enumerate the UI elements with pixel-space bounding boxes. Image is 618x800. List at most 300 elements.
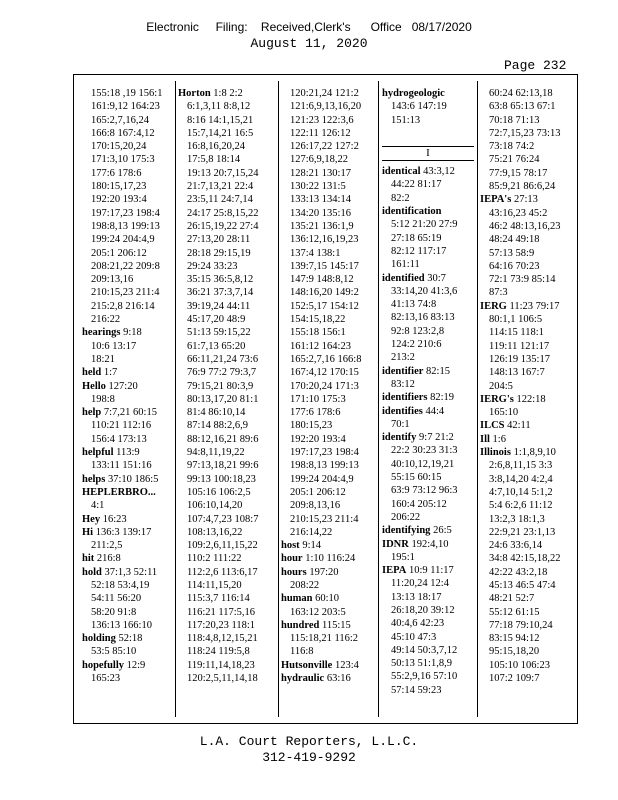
index-reference-line: 82:12 117:17: [391, 245, 447, 257]
index-reference-line: 216:22: [91, 314, 121, 326]
index-entry: [480, 446, 576, 459]
index-column-5: [480, 87, 576, 715]
index-reference-line: 136:12,16,19,23: [290, 234, 359, 246]
index-reference-line: 134:20 135:16: [290, 207, 351, 219]
index-entry: [82, 366, 170, 379]
index-reference-line: 80:13,17,20 81:1: [187, 393, 259, 405]
index-reference-line: 97:13,18,21 99:6: [187, 460, 259, 472]
index-reference-line: 210:15,23 211:4: [91, 287, 160, 299]
index-reference-line: 151:13: [391, 114, 421, 126]
index-term: held: [82, 367, 102, 379]
index-term: hydraulic: [281, 673, 325, 685]
index-reference-line: 54:11 56:20: [91, 593, 142, 605]
index-reference-line: 161:12 164:23: [290, 340, 351, 352]
index-reference-line: 94:8,11,19,22: [187, 447, 245, 459]
index-reference-line: 43:16,23 45:2: [489, 207, 548, 219]
index-column-1: [82, 87, 170, 715]
index-reference-line: 21:7,13,21 22:4: [187, 181, 254, 193]
index-reference-line: 127:6,9,18,22: [290, 154, 349, 166]
index-entry: [382, 205, 474, 218]
index-entry: [82, 566, 170, 579]
index-reference-line: 55:2,9,16 57:10: [391, 671, 458, 683]
index-term: identify: [382, 432, 417, 444]
index-reference: 16:23: [100, 513, 127, 525]
index-reference-line: 198:8: [91, 393, 115, 405]
index-reference-line: 116:8: [290, 646, 314, 658]
index-reference-line: 92:8 123:2,8: [391, 325, 445, 337]
index-reference-line: 165:23: [91, 673, 121, 685]
index-entry: [382, 524, 474, 537]
index-reference-line: 161:11: [391, 259, 420, 271]
index-entry: [480, 433, 576, 446]
index-reference-line: 57:13 58:9: [489, 247, 535, 259]
index-reference-line: 51:13 59:15,22: [187, 327, 251, 339]
index-reference: 9:18: [120, 327, 142, 339]
index-reference-line: 118:24 119:5,8: [187, 646, 250, 658]
index-reference-line: 85:9,21 86:6,24: [489, 181, 556, 193]
index-reference-line: 63:8 65:13 67:1: [489, 101, 556, 113]
index-reference-line: 121:6,9,13,16,20: [290, 101, 362, 113]
index-reference: 27:13: [511, 194, 538, 206]
index-reference-line: 106:10,14,20: [187, 500, 243, 512]
index-reference-line: 44:22 81:17: [391, 179, 442, 191]
index-reference-line: 208:21,22 209:8: [91, 260, 160, 272]
index-term: identification: [382, 206, 442, 218]
index-term: human: [281, 593, 313, 605]
index-term: Hey: [82, 513, 101, 525]
index-entry: [82, 406, 170, 419]
index-reference-line: 165:10: [489, 407, 519, 419]
index-reference-line: 110:2 111:22: [187, 553, 242, 565]
index-term: identifier: [382, 365, 424, 377]
index-reference-line: 160:4 205:12: [391, 498, 447, 510]
index-term: HEPLERBRO...: [82, 486, 156, 498]
index-term: Illinois: [480, 447, 511, 459]
index-entry: [382, 391, 474, 404]
index-term: hopefully: [82, 659, 125, 671]
index-reference-line: 117:20,23 118:1: [187, 619, 256, 631]
index-reference-line: 192:20 193:4: [91, 194, 147, 206]
index-reference-line: 166:8 167:4,12: [91, 127, 155, 139]
index-reference: 1:6: [489, 433, 506, 445]
index-reference: 127:20: [105, 380, 138, 392]
index-reference-line: 105:16 106:2,5: [187, 486, 251, 498]
index-reference-line: 4:1: [91, 500, 105, 512]
index-term: identifying: [382, 525, 431, 537]
index-reference: 10:9 11:17: [406, 565, 454, 577]
index-reference-line: 28:18 29:15,19: [187, 247, 251, 259]
index-reference: 113:9: [113, 447, 140, 459]
index-reference-line: 124:2 210:6: [391, 339, 442, 351]
index-reference-line: 177:6 178:6: [290, 407, 341, 419]
index-reference: 7:7,21 60:15: [101, 407, 157, 419]
index-reference-line: 114:11,15,20: [187, 579, 242, 591]
index-reference: 136:3 139:17: [93, 526, 152, 538]
index-reference-line: 24:17 25:8,15,22: [187, 207, 259, 219]
index-reference-line: 6:1,3,11 8:8,12: [187, 101, 251, 113]
index-entry: [82, 552, 170, 565]
index-reference-line: 216:14,22: [290, 526, 333, 538]
index-reference-line: 18:21: [91, 353, 115, 365]
index-column-4: [382, 87, 474, 715]
index-reference-line: 147:9 148:8,12: [290, 274, 354, 286]
index-reference-line: 205:1 206:12: [290, 486, 346, 498]
index-reference-line: 197:17,23 198:4: [91, 207, 160, 219]
index-reference: 44:4: [422, 405, 445, 417]
index-reference-line: 135:21 136:1,9: [290, 220, 354, 232]
index-term: hold: [82, 566, 102, 578]
index-reference-line: 195:1: [391, 551, 415, 563]
index-entry: [382, 165, 474, 178]
index-reference-line: 126:19 135:17: [489, 353, 550, 365]
index-reference-line: 161:9,12 164:23: [91, 101, 160, 113]
index-term: IEPA: [382, 565, 407, 577]
index-term: Horton: [178, 88, 211, 99]
index-reference-line: 209:8,13,16: [290, 500, 341, 512]
index-reference-line: 167:4,12 170:15: [290, 367, 359, 379]
index-term: help: [82, 407, 102, 419]
index-term: Ill: [480, 433, 490, 445]
index-reference-line: 22:2 30:23 31:3: [391, 445, 458, 457]
index-reference: 82:19: [427, 392, 455, 404]
column-divider: [477, 81, 478, 717]
index-term: hours: [281, 566, 307, 578]
index-reference-line: 156:4 173:13: [91, 433, 147, 445]
index-entry: [281, 566, 376, 579]
index-reference-line: 205:1 206:12: [91, 247, 147, 259]
index-entry: [382, 405, 474, 418]
index-reference-line: 137:4 138:1: [290, 247, 341, 259]
index-reference-line: 119:11 121:17: [489, 340, 550, 352]
index-reference-line: 55:15 60:15: [391, 472, 442, 484]
index-reference-line: 206:22: [391, 511, 421, 523]
index-reference-line: 19:13 20:7,15,24: [187, 167, 259, 179]
index-reference-line: 209:13,16: [91, 274, 134, 286]
index-term: hit: [82, 553, 95, 565]
index-entry: [480, 300, 576, 313]
index-entry: [480, 393, 576, 406]
index-reference-line: 40:4,6 42:23: [391, 618, 445, 630]
column-divider: [278, 81, 279, 717]
index-reference-line: 80:1,1 106:5: [489, 314, 543, 326]
index-reference-line: 4:7,10,14 5:1,2: [489, 486, 553, 498]
index-reference-line: 45:13 46:5 47:4: [489, 579, 556, 591]
index-reference-line: 2:6,8,11,15 3:3: [489, 460, 553, 472]
index-entry: [382, 431, 474, 444]
index-reference: 216:8: [94, 553, 121, 565]
index-reference: 123:4: [332, 659, 359, 671]
index-frame: [73, 74, 578, 724]
index-reference-line: 122:11 126:12: [290, 127, 351, 139]
index-reference: 12:9: [124, 659, 146, 671]
index-entry: [382, 272, 474, 285]
index-reference-line: 50:13 51:1,8,9: [391, 658, 452, 670]
index-reference: 1:1,8,9,10: [510, 447, 556, 459]
column-divider: [175, 81, 176, 717]
index-reference-line: 10:6 13:17: [91, 340, 137, 352]
index-reference: 1:10 116:24: [302, 553, 356, 565]
index-term: helpful: [82, 447, 114, 459]
index-reference-line: 198:8,13 199:13: [290, 460, 359, 472]
index-reference-line: 70:1: [391, 418, 410, 430]
index-reference-line: 46:2 48:13,16,23: [489, 220, 561, 232]
index-reference-line: 198:8,13 199:13: [91, 220, 160, 232]
index-reference-line: 133:13 134:14: [290, 194, 351, 206]
index-term: ILCS: [480, 420, 505, 432]
index-reference-line: 199:24 204:4,9: [91, 234, 155, 246]
index-reference-line: 107:4,7,23 108:7: [187, 513, 259, 525]
index-reference-line: 83:15 94:12: [489, 633, 540, 645]
index-reference-line: 48:21 52:7: [489, 593, 535, 605]
index-reference-line: 13:13 18:17: [391, 591, 442, 603]
index-reference: 37:10 186:5: [105, 473, 159, 485]
index-reference-line: 15:7,14,21 16:5: [187, 127, 254, 139]
index-reference-line: 79:15,21 80:3,9: [187, 380, 254, 392]
index-reference-line: 66:11,21,24 73:6: [187, 353, 259, 365]
index-reference-line: 5:4 6:2,6 11:12: [489, 500, 553, 512]
index-reference-line: 76:9 77:2 79:3,7: [187, 367, 257, 379]
index-term: hearings: [82, 327, 121, 339]
index-entry: [281, 659, 376, 672]
index-reference: 82:15: [423, 365, 450, 377]
index-reference-line: 27:13,20 28:11: [187, 234, 251, 246]
index-reference: 37:1,3 52:11: [101, 566, 158, 578]
index-column-3: [281, 87, 376, 715]
index-entry: [82, 380, 170, 393]
index-reference-line: 148:16,20 149:2: [290, 287, 359, 299]
index-reference-line: 36:21 37:3,7,14: [187, 287, 254, 299]
index-reference-line: 83:12: [391, 378, 415, 390]
index-term: host: [281, 540, 300, 552]
index-reference-line: 114:15 118:1: [489, 327, 544, 339]
index-reference-line: 42:22 43:2,18: [489, 566, 548, 578]
index-term: identifiers: [382, 392, 428, 404]
index-reference-line: 45:17,20 48:9: [187, 314, 246, 326]
index-reference-line: 72:1 73:9 85:14: [489, 274, 556, 286]
index-reference-line: 165:2,7,16 166:8: [290, 353, 362, 365]
index-reference-line: 52:18 53:4,19: [91, 579, 150, 591]
index-reference-line: 8:16 14:1,15,21: [187, 114, 254, 126]
index-term: identical: [382, 166, 421, 178]
index-reference-line: 23:5,11 24:7,14: [187, 194, 253, 206]
index-reference: 52:18: [115, 633, 143, 645]
index-reference-line: 155:18 156:1: [290, 327, 346, 339]
index-reference: 1:8 2:2: [210, 88, 243, 99]
index-reference-line: 139:7,15 145:17: [290, 260, 359, 272]
index-reference-line: 49:14 50:3,7,12: [391, 644, 458, 656]
index-reference: 43:3,12: [420, 166, 455, 178]
index-reference-line: 82:2: [391, 192, 410, 204]
index-reference-line: 24:6 33:6,14: [489, 540, 543, 552]
index-term: helps: [82, 473, 106, 485]
index-reference: 11:23 79:17: [506, 300, 560, 312]
index-reference: 60:10: [312, 593, 340, 605]
index-entry: [382, 365, 474, 378]
index-reference-line: 133:11 151:16: [91, 460, 152, 472]
index-reference-line: 119:11,14,18,23: [187, 659, 255, 671]
spacer: [382, 127, 474, 140]
filing-date: August 11, 2020: [250, 36, 368, 51]
index-term: holding: [82, 633, 116, 645]
index-reference-line: 58:20 91:8: [91, 606, 137, 618]
index-entry: [382, 538, 474, 551]
index-reference-line: 26:15,19,22 27:4: [187, 220, 259, 232]
index-reference-line: 120:21,24 121:2: [290, 88, 359, 99]
index-reference: 9:7 21:2: [416, 432, 454, 444]
index-reference-line: 41:13 74:8: [391, 299, 437, 311]
index-entry: [281, 539, 376, 552]
index-term: Hi: [82, 526, 94, 538]
index-term: IERG's: [480, 393, 514, 405]
index-reference-line: 165:2,7,16,24: [91, 114, 150, 126]
index-reference-line: 171:3,10 175:3: [91, 154, 155, 166]
index-reference-line: 11:20,24 12:4: [391, 578, 449, 590]
filing-stamp: Electronic Filing: Received,Clerk's Office 08/17/2020: [146, 20, 472, 34]
index-term: Hello: [82, 380, 106, 392]
index-reference-line: 105:10 106:23: [489, 659, 550, 671]
index-reference-line: 154:15,18,22: [290, 314, 346, 326]
index-reference-line: 87:3: [489, 287, 508, 299]
index-reference: 63:16: [324, 673, 351, 685]
index-reference-line: 33:14,20 41:3,6: [391, 285, 458, 297]
index-entry: [82, 326, 170, 339]
index-reference-line: 128:21 130:17: [290, 167, 351, 179]
index-entry: [480, 419, 576, 432]
index-entry: [82, 526, 170, 539]
index-reference-line: 136:13 166:10: [91, 619, 152, 631]
index-reference-line: 17:5,8 18:14: [187, 154, 241, 166]
index-entry: [178, 87, 275, 100]
section-letter: I: [382, 146, 474, 161]
index-reference-line: 45:10 47:3: [391, 631, 437, 643]
index-reference-line: 73:18 74:2: [489, 141, 535, 153]
index-reference-line: 34:8 42:15,18,22: [489, 553, 561, 565]
index-reference-line: 57:14 59:23: [391, 684, 442, 696]
index-term: identifies: [382, 405, 423, 417]
index-reference-line: 48:24 49:18: [489, 234, 540, 246]
index-reference: 115:15: [319, 619, 351, 631]
index-reference-line: 197:17,23 198:4: [290, 447, 359, 459]
index-reference-line: 53:5 85:10: [91, 646, 137, 658]
index-reference-line: 22:9,21 23:1,13: [489, 526, 556, 538]
index-reference-line: 215:2,8 216:14: [91, 300, 155, 312]
index-reference-line: 27:18 65:19: [391, 232, 442, 244]
index-reference-line: 77:9,15 78:17: [489, 167, 548, 179]
index-entry: [281, 672, 376, 685]
index-reference: 122:18: [513, 393, 546, 405]
index-reference-line: 70:18 71:13: [489, 114, 540, 126]
index-reference-line: 55:12 61:15: [489, 606, 540, 618]
index-term: IERG: [480, 300, 507, 312]
page-number: Page 232: [504, 58, 567, 73]
index-reference-line: 109:2,6,11,15,22: [187, 540, 258, 552]
index-entry: [82, 486, 170, 499]
index-reference-line: 170:15,20,24: [91, 141, 147, 153]
index-reference-line: 3:8,14,20 4:2,4: [489, 473, 553, 485]
index-reference-line: 61:7,13 65:20: [187, 340, 246, 352]
index-reference-line: 115:18,21 116:2: [290, 633, 359, 645]
index-term: identified: [382, 272, 425, 284]
index-term: hour: [281, 553, 303, 565]
index-reference-line: 121:23 122:3,6: [290, 114, 354, 126]
index-entry: [281, 592, 376, 605]
index-reference: 197:20: [306, 566, 339, 578]
index-reference-line: 60:24 62:13,18: [489, 88, 553, 99]
index-reference-line: 148:13 167:7: [489, 367, 545, 379]
index-reference-line: 81:4 86:10,14: [187, 407, 246, 419]
index-entry: [281, 619, 376, 632]
index-reference-line: 163:12 203:5: [290, 606, 346, 618]
index-reference-line: 171:10 175:3: [290, 393, 346, 405]
index-reference-line: 120:2,5,11,14,18: [187, 673, 258, 685]
index-reference-line: 35:15 36:5,8,12: [187, 274, 254, 286]
index-reference-line: 211:2,5: [91, 540, 123, 552]
index-reference-line: 130:22 131:5: [290, 181, 346, 193]
index-reference-line: 39:19,24 44:11: [187, 300, 251, 312]
index-reference: 30:7: [424, 272, 446, 284]
index-reference: 1:7: [101, 367, 118, 379]
index-reference-line: 29:24 33:23: [187, 260, 238, 272]
index-entry: [382, 564, 474, 577]
index-entry: [382, 87, 474, 100]
index-entry: [82, 473, 170, 486]
index-entry: [480, 193, 576, 206]
index-reference-line: 126:17,22 127:2: [290, 141, 359, 153]
index-reference-line: 5:12 21:20 27:9: [391, 219, 458, 231]
index-reference-line: 204:5: [489, 380, 513, 392]
index-reference-line: 115:3,7 116:14: [187, 593, 250, 605]
index-reference-line: 110:21 112:16: [91, 420, 152, 432]
reporter-phone: 312-419-9292: [262, 750, 356, 765]
index-reference: 42:11: [504, 420, 531, 432]
index-term: Hutsonville: [281, 659, 333, 671]
index-term: hundred: [281, 619, 320, 631]
index-reference-line: 13:2,3 18:1,3: [489, 513, 545, 525]
index-reference-line: 155:18 ,19 156:1: [91, 88, 163, 99]
index-reference-line: 152:5,17 154:12: [290, 300, 359, 312]
index-term: IDNR: [382, 538, 409, 550]
index-reference-line: 143:6 147:19: [391, 101, 447, 113]
index-reference-line: 170:20,24 171:3: [290, 380, 359, 392]
index-reference-line: 210:15,23 211:4: [290, 513, 359, 525]
index-reference-line: 177:6 178:6: [91, 167, 142, 179]
index-reference-line: 63:9 73:12 96:3: [391, 485, 458, 497]
index-reference-line: 180:15,17,23: [91, 181, 147, 193]
index-reference: 26:5: [430, 525, 452, 537]
index-entry: [82, 446, 170, 459]
index-reference-line: 208:22: [290, 579, 320, 591]
index-reference-line: 108:13,16,22: [187, 526, 243, 538]
index-entry: [82, 632, 170, 645]
index-entry: [82, 659, 170, 672]
index-reference: 9:14: [299, 540, 321, 552]
index-reference-line: 72:7,15,23 73:13: [489, 127, 561, 139]
index-reference-line: 192:20 193:4: [290, 433, 346, 445]
index-reference-line: 199:24 204:4,9: [290, 473, 354, 485]
index-reference-line: 112:2,6 113:6,17: [187, 566, 258, 578]
index-column-2: [178, 87, 275, 715]
index-reference-line: 82:13,16 83:13: [391, 312, 455, 324]
column-divider: [378, 81, 379, 717]
index-reference-line: 95:15,18,20: [489, 646, 540, 658]
index-reference-line: 99:13 100:18,23: [187, 473, 256, 485]
index-entry: [281, 552, 376, 565]
index-reference-line: 16:8,16,20,24: [187, 141, 246, 153]
index-entry: [82, 513, 170, 526]
index-reference-line: 107:2 109:7: [489, 673, 540, 685]
index-reference-line: 87:14 88:2,6,9: [187, 420, 248, 432]
index-reference-line: 116:21 117:5,16: [187, 606, 256, 618]
